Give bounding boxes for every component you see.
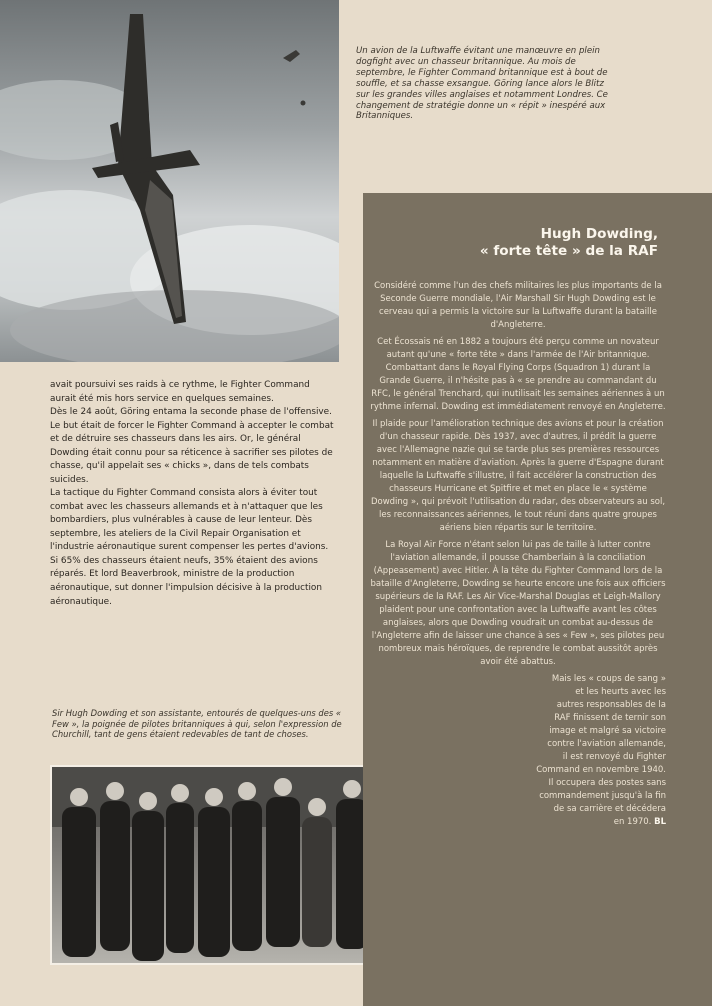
body-paragraph: avait poursuivi ses raids à ce rythme, le Fighter Command aurait été mis hors service en quelques semaines. [50,380,310,404]
body-paragraph: La tactique du Fighter Command consista alors à éviter tout combat avec les chasseurs allemands et à n'attaquer que les bombardiers, plus vulnérables à cause de leur lenteur. Dès septembre, les ateliers de la Civil Repair Organisation et l'industrie aéronautique surent compenser les pertes d'avions. Si 65% des chasseurs étaient neufs, 35% étaient des avions réparés. Et lord Beaverbrook, ministre de la production aéronautique, sut donner l'impulsion décisive à la production aéronautique. [50,488,329,607]
panel-paragraph: La Royal Air Force n'étant selon lui pas de taille à lutter contre l'aviation allemande, il pousse Chamberlain à la conciliation (Appeasement) avec Hitler. À la tête du Fighter Command lors de la bataille d'Angleterre, Dowding se heurte encore une fois aux officiers supérieurs de la RAF. Les Air Vice-Marshal Douglas et Leigh-Mallory plaident pour une confrontation avec la Luftwaffe avant les côtes anglaises, alors que Dowding voudrait un combat au-dessus de l'Angleterre afin de laisser une chance à ses « Few », ses pilotes peu nombreux mais héroïques, de reprendre le combat aussitôt après avoir été abattus. [370,540,666,667]
body-paragraph: Dès le 24 août, Göring entama la seconde phase de l'offensive. Le but était de forcer le Fighter Command à accepter le combat et de détruire ses chasseurs dans les airs. Or, le général Dowding était connu pour sa réticence à sacrifier ses pilotes de chasse, qu'il appelait ses « chicks », dans de tels combats suicides. [50,407,334,485]
panel-line: image et malgré sa victoire [549,726,666,736]
panel-line: il est renvoyé du Fighter [562,752,666,762]
panel-title-line: « forte tête » de la RAF [479,243,658,260]
end-mark: BL [654,817,666,827]
photo-caption-bottom: Sir Hugh Dowding et son assistante, entourés de quelques-uns des « Few », la poignée de pilotes britanniques à qui, selon l'expression de Churchill, tant de gens étaient redevables de tant de choses. [52,708,342,740]
panel-title-line: Hugh Dowding, [540,226,658,242]
panel-line-last [370,816,666,829]
panel-line: contre l'aviation allemande, [547,739,666,749]
plane-photo-drawing [0,0,339,362]
plane-photo [0,0,339,362]
panel-line: commandement jusqu'à la fin [539,791,666,801]
panel-line: autres responsables de la [556,700,666,710]
panel-body [370,280,666,829]
panel-line: Command en novembre 1940. [536,765,666,775]
panel-paragraph: Il plaide pour l'amélioration technique des avions et pour la création d'un chasseur rapide. Dès 1937, avec d'autres, il prédit la guerre avec l'Allemagne nazie qui se tarde plus ses premières ressources notamment en matière d'aviation. Après la guerre d'Espagne durant laquelle la Luftwaffe s'illustre, il fait accélérer la construction des chasseurs Hurricane et Spitfire et met en place le « système Dowding », qui prévoit l'utilisation du radar, des observateurs au sol, les reconnaissances aériennes, le tout réuni dans quatre groupes aériens bien répartis sur le territoire. [370,419,666,533]
panel-line: de sa carrière et décédera [553,804,666,814]
panel-line-text: en 1970. [613,817,652,827]
panel-title [480,226,658,261]
panel-line: Il occupera des postes sans [548,778,666,788]
panel-line: RAF finissent de ternir son [554,713,666,723]
panel-line: et les heurts avec les [575,687,666,697]
photo-caption-top: Un avion de la Luftwaffe évitant une manœuvre en plein dogfight avec un chasseur britannique. Au mois de septembre, le Fighter Command britannique est à bout de souffle, et sa chasse exsangue. Göring lance alors le Blitz sur les grandes villes anglaises et notamment Londres. Ce changement de stratégie donne un « répit » inespéré aux Britanniques. [356,46,608,122]
article-body [50,379,335,609]
panel-paragraph: Considéré comme l'un des chefs militaires les plus importants de la Seconde Guerre mondiale, l'Air Marshall Sir Hugh Dowding est le cerveau qui a permis la victoire sur la Luftwaffe durant la bataille d'Angleterre. [374,281,662,330]
panel-paragraph: Cet Écossais né en 1882 a toujours été perçu comme un novateur autant qu'une « forte tête » dans l'armée de l'Air britannique. Combattant dans le Royal Flying Corps (Squadron 1) durant la Grande Guerre, il n'hésite pas à « se prendre au commandant du RFC, le général Trenchard, qui inutilisait les semaines aériennes à un rythme infernal. Dowding est immédiatement renvoyé en Angleterre. [370,337,666,412]
panel-line: Mais les « coups de sang » [551,674,666,684]
